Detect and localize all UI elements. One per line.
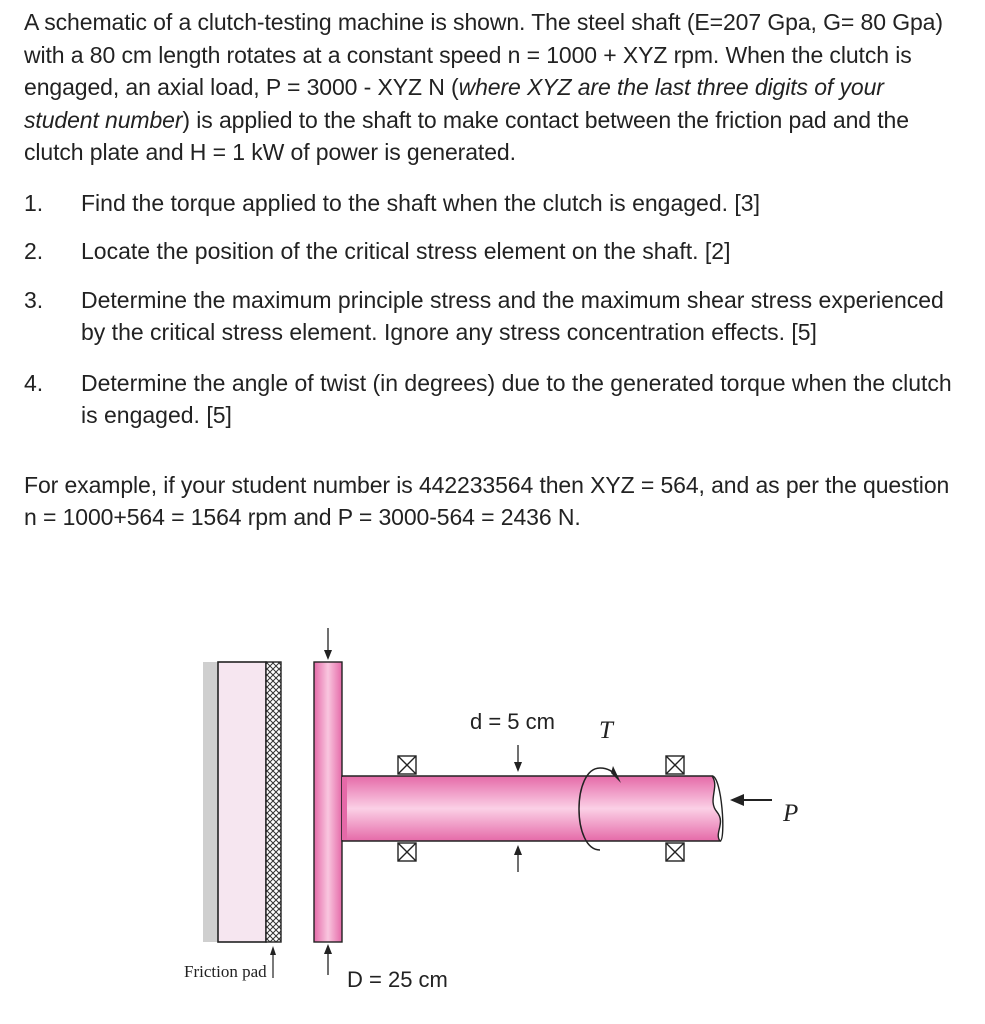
- torque-arrowhead: [611, 766, 621, 783]
- clutch-plate-and-shaft: [314, 662, 723, 942]
- statement-text-1: A schematic of a clutch-testing machine is shown. The steel shaft (E=207 Gpa, G= 80 Gpa) with a 80 cm length rotates at a constant speed n = 1000 + XYZ rpm. When the clutch is engaged, an axial load, P = 3000 - XYZ N (: [24, 9, 943, 100]
- example-paragraph: For example, if your student number is 442233564 then XYZ = 564, and as per the question n = 1000+564 = 1564 rpm and P = 3000-564 = 2436 N.: [24, 471, 950, 530]
- bearing-left-bottom: [398, 843, 416, 861]
- statement-italic-note: where XYZ are the last three digits of your student number: [24, 74, 884, 133]
- statement-text-2: ) is applied to the shaft to make contact between the friction pad and the clutch plate and H = 1 kW of power is generated.: [24, 106, 909, 165]
- plate-diameter-arrows: [324, 628, 332, 975]
- plate-diameter-label: D = 25 cm: [347, 967, 448, 992]
- shaft-diameter-arrows: [514, 745, 522, 872]
- question-1: [24, 187, 964, 220]
- question-2: [24, 235, 964, 268]
- shaft-fillet: [342, 777, 347, 840]
- question-text: Locate the position of the critical stress element on the shaft. [2]: [81, 238, 731, 264]
- load-label: P: [783, 800, 799, 827]
- question-3: [24, 284, 964, 349]
- torque-label: T: [599, 717, 613, 744]
- load-arrow: [730, 794, 772, 806]
- shaft: [342, 776, 720, 841]
- torque-curve: [579, 768, 618, 850]
- question-text: Determine the angle of twist (in degrees) due to the generated torque when the clutch is engaged. [5]: [81, 369, 952, 428]
- shaft-diameter-label: d = 5 cm: [470, 709, 555, 734]
- question-text: Determine the maximum principle stress and the maximum shear stress experienced by the critical stress element. Ignore any stress concentration effects. [5]: [81, 286, 944, 345]
- bearings: [398, 756, 684, 861]
- clutch-plate: [314, 662, 342, 942]
- shaft-break-line: [712, 776, 723, 841]
- friction-pad: [266, 662, 281, 942]
- document: [24, 6, 964, 534]
- bearing-right-top: [666, 756, 684, 774]
- pad-backing: [203, 662, 218, 942]
- friction-pad-pointer: [270, 946, 276, 978]
- problem-statement: [24, 6, 964, 169]
- question-text: Find the torque applied to the shaft when the clutch is engaged. [3]: [81, 189, 760, 216]
- friction-pad-label: Friction pad: [184, 962, 267, 981]
- question-number: 1.: [24, 189, 44, 216]
- bearing-right-bottom: [666, 843, 684, 861]
- pad-housing: [218, 662, 266, 942]
- question-number: 4.: [24, 369, 44, 396]
- friction-pad-assembly: [203, 662, 281, 942]
- bearing-left-top: [398, 756, 416, 774]
- question-4: [24, 367, 964, 432]
- torque-arrow: [579, 766, 621, 850]
- question-number: 3.: [24, 286, 44, 313]
- question-number: 2.: [24, 238, 44, 264]
